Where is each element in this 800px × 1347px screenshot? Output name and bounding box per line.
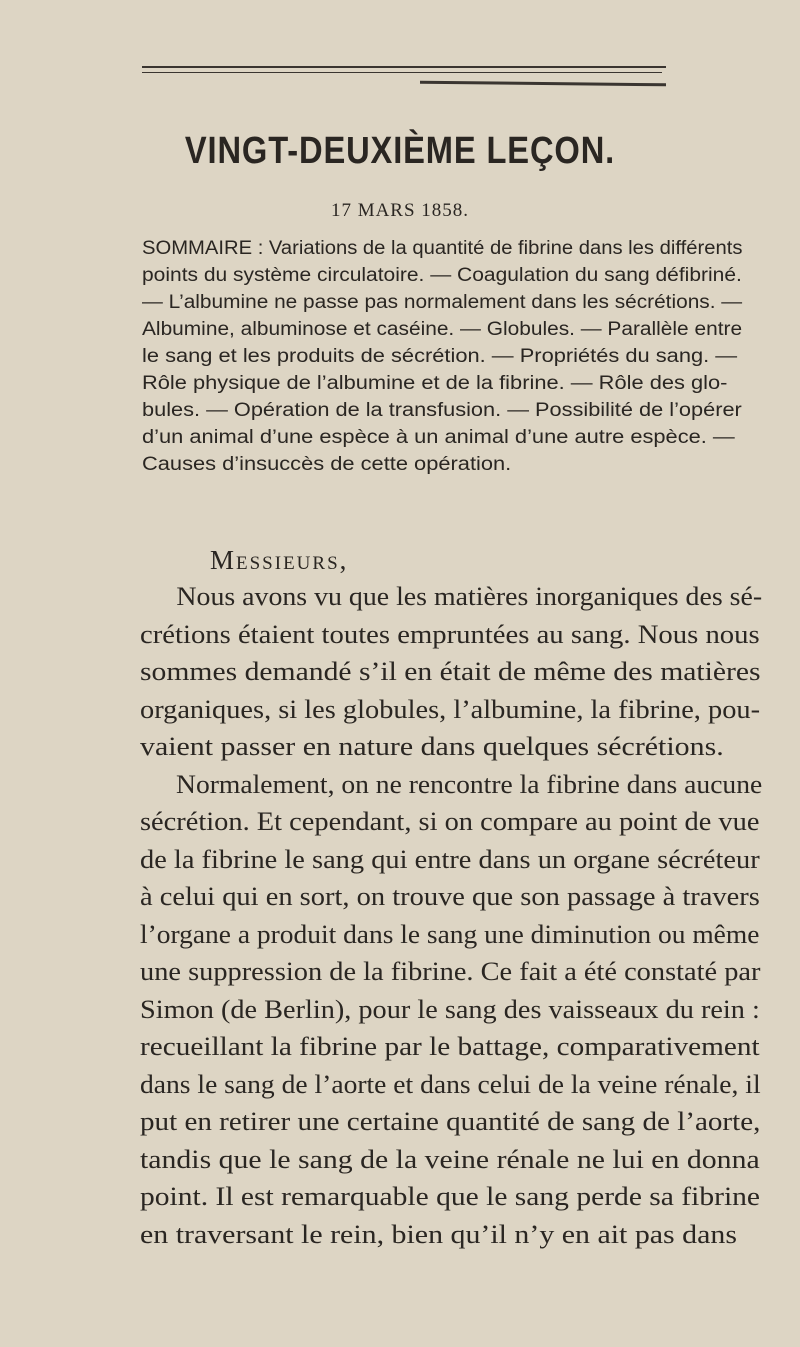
body-line: tandis que le sang de la veine rénale ne lui en donna (140, 1144, 760, 1174)
body-line: sommes demandé s’il en était de même des matières (140, 657, 761, 686)
body-line: une suppression de la fibrine. Ce fait a été constaté par (140, 957, 761, 986)
body-line: de la fibrine le sang qui entre dans un organe sécréteur (140, 844, 760, 874)
body-line: à celui qui en sort, on trouve que son passage à travers (140, 882, 760, 911)
header-rule-bottom (420, 81, 666, 87)
summary-line: Causes d’insuccès de cette opération. (142, 454, 512, 475)
summary-line: SOMMAIRE : Variations de la quantité de fibrine dans les différents (142, 238, 743, 259)
body-paragraphs (140, 578, 763, 1253)
body-line: dans le sang de l’aorte et dans celui de la veine rénale, il (140, 1069, 761, 1099)
body-line: crétions étaient toutes empruntées au sang. Nous nous (140, 619, 760, 649)
body-line: en traversant le rein, bien qu’il n’y en ait pas dans (140, 1219, 737, 1249)
summary-line: le sang et les produits de sécrétion. — Propriétés du sang. — (142, 346, 738, 367)
salutation: Messieurs, (210, 545, 349, 575)
body-line: put en retirer une certaine quantité de sang de l’aorte, (140, 1107, 761, 1136)
body-line: Simon (de Berlin), pour le sang des vaisseaux du rein : (140, 994, 760, 1024)
lesson-date: 17 MARS 1858. (330, 200, 470, 221)
summary-line: bules. — Opération de la transfusion. — Possibilité de l’opérer (142, 400, 742, 421)
body-line: Nous avons vu que les matières inorganiques des sé- (176, 582, 763, 611)
body-line: Normalement, on ne rencontre la fibrine dans aucune (176, 769, 763, 799)
summary-line: — L’albumine ne passe pas normalement dans les sécrétions. — (142, 292, 743, 313)
summary-line: Albumine, albuminose et caséine. — Globules. — Parallèle entre (142, 319, 743, 340)
header-rule-top (142, 66, 666, 68)
body-line: recueillant la fibrine par le battage, comparativement (140, 1032, 760, 1061)
body-line: sécrétion. Et cependant, si on compare au point de vue (140, 807, 760, 836)
summary-block (142, 235, 742, 478)
body-line: organiques, si les globules, l’albumine, la fibrine, pou- (140, 694, 761, 724)
header-rule-middle (142, 72, 662, 73)
body-line: vaient passer en nature dans quelques sécrétions. (140, 732, 724, 761)
body-line: point. Il est remarquable que le sang perde sa fibrine (140, 1182, 761, 1211)
lesson-title: VINGT-DEUXIÈME LEÇON. (184, 130, 616, 172)
summary-line: Rôle physique de l’albumine et de la fibrine. — Rôle des glo- (142, 373, 728, 394)
summary-line: points du système circulatoire. — Coagulation du sang défibriné. (142, 265, 742, 286)
body-line: l’organe a produit dans le sang une diminution ou même (140, 919, 760, 949)
summary-line: d’un animal d’une espèce à un animal d’une autre espèce. — (142, 427, 735, 448)
